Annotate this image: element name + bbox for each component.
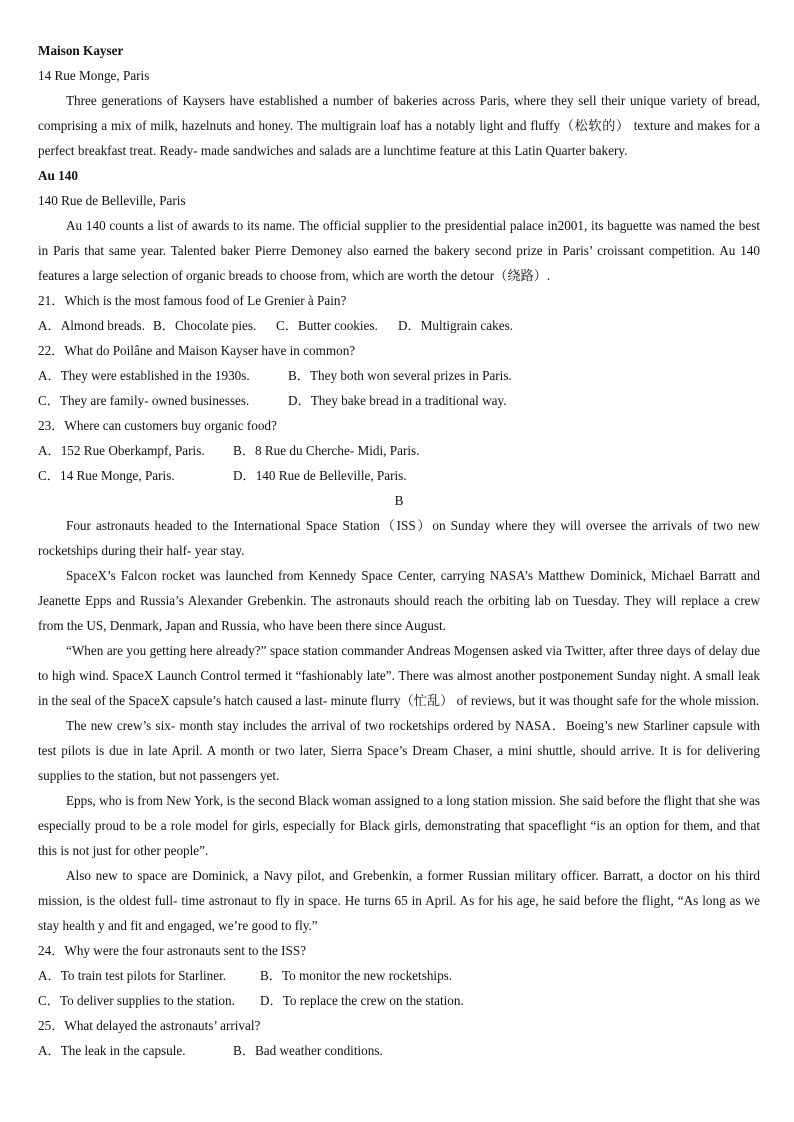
- section-b-heading: B: [394, 493, 404, 508]
- question-22-stem: 22．What do Poilâne and Maison Kayser have in common?: [38, 343, 356, 358]
- option-c: C．14 Rue Monge, Paris.: [38, 468, 175, 483]
- question-24-options-row2: [38, 988, 760, 1013]
- question-25-options-row1: [38, 1038, 760, 1063]
- question-22-options-row2: [38, 388, 760, 413]
- bakery-description-kayser: Three generations of Kaysers have established a number of bakeries across Paris, where they sell their unique variety of bread, comprising a mix of milk, hazelnuts and honey. The multigrain loaf has a notably light and fluffy（松软的） texture and makes for a perfect breakfast treat. Ready- made sandwiches and salads are a lunchtime feature at this Latin Quarter bakery.: [38, 93, 760, 158]
- exam-page: [38, 38, 760, 1063]
- passage-b-paragraph: SpaceX’s Falcon rocket was launched from Kennedy Space Center, carrying NASA’s Matthew Dominick, Michael Barratt and Jeanette Epps and Russia’s Alexander Grebenkin. The astronauts should reach the orbiting lab on Tuesday. They will replace a crew from the US, Denmark, Japan and Russia, who have been there since August.: [38, 568, 760, 633]
- option-a: A．152 Rue Oberkampf, Paris.: [38, 443, 205, 458]
- passage-b-paragraph: The new crew’s six- month stay includes the arrival of two rocketships ordered by NASA．Boeing’s new Starliner capsule with test pilots is due in late April. A month or two later, Sierra Space’s Dream Chaser, a mini shuttle, should arrive. It is for delivering supplies to the station, but not passengers yet.: [38, 718, 760, 783]
- option-a: A．They were established in the 1930s.: [38, 368, 250, 383]
- option-c: C．To deliver supplies to the station.: [38, 993, 235, 1008]
- question-23-stem: 23．Where can customers buy organic food?: [38, 418, 277, 433]
- passage-b-paragraph: Epps, who is from New York, is the second Black woman assigned to a long station mission. She said before the flight that she was especially proud to be a role model for girls, especially for Black girls, demonstrating that spaceflight “is an option for them, and that this is not just for other people”.: [38, 793, 760, 858]
- option-b: B．Chocolate pies.: [153, 318, 257, 333]
- question-25-stem: 25．What delayed the astronauts’ arrival?: [38, 1018, 261, 1033]
- option-b: B．To monitor the new rocketships.: [260, 968, 453, 983]
- bakery-name-kayser: Maison Kayser: [38, 43, 124, 58]
- question-22-options-row1: [38, 363, 760, 388]
- option-d: D．To replace the crew on the station.: [260, 993, 464, 1008]
- question-23-options-row1: [38, 438, 760, 463]
- option-a: A．To train test pilots for Starliner.: [38, 968, 227, 983]
- passage-b-paragraph: “When are you getting here already?” space station commander Andreas Mogensen asked via Twitter, after three days of delay due to high wind. SpaceX Launch Control termed it “fashionably late”. There was almost another postponement Sunday night. A small leak in the seal of the SpaceX capsule’s hatch caused a last- minute flurry（忙乱） of reviews, but it was thought safe for the whole mission.: [38, 643, 760, 708]
- option-c: C．Butter cookies.: [276, 318, 378, 333]
- option-d: D．Multigrain cakes.: [398, 318, 513, 333]
- question-21-stem: 21．Which is the most famous food of Le Grenier à Pain?: [38, 293, 347, 308]
- option-a: A．The leak in the capsule.: [38, 1043, 186, 1058]
- option-b: B．8 Rue du Cherche- Midi, Paris.: [233, 443, 420, 458]
- bakery-address-au140: 140 Rue de Belleville, Paris: [38, 193, 186, 208]
- option-d: D．140 Rue de Belleville, Paris.: [233, 468, 407, 483]
- bakery-address-kayser: 14 Rue Monge, Paris: [38, 68, 150, 83]
- option-a: A．Almond breads.: [38, 318, 145, 333]
- bakery-name-au140: Au 140: [38, 168, 78, 183]
- option-c: C．They are family- owned businesses.: [38, 393, 250, 408]
- option-b: B．Bad weather conditions.: [233, 1043, 383, 1058]
- passage-b-paragraph: Four astronauts headed to the International Space Station（ISS）on Sunday where they will oversee the arrivals of two new rocketships during their half- year stay.: [38, 518, 760, 558]
- question-23-options-row2: [38, 463, 760, 488]
- bakery-description-au140: Au 140 counts a list of awards to its name. The official supplier to the presidential palace in2001, its baguette was named the best in Paris that same year. Talented baker Pierre Demoney also earned the bakery second prize in Paris’ croissant competition. Au 140 features a large selection of organic breads to choose from, which are worth the detour（绕路）.: [38, 218, 760, 283]
- question-24-options-row1: [38, 963, 760, 988]
- question-21-options: [38, 313, 760, 338]
- option-b: B．They both won several prizes in Paris.: [288, 368, 512, 383]
- question-24-stem: 24．Why were the four astronauts sent to the ISS?: [38, 943, 307, 958]
- passage-b-paragraph: Also new to space are Dominick, a Navy pilot, and Grebenkin, a former Russian military officer. Barratt, a doctor on his third mission, is the oldest full- time astronaut to fly in space. He turns 65 in April. As for his age, he said before the flight, “As long as we stay health y and fit and engaged, we’re good to fly.”: [38, 868, 760, 933]
- option-d: D．They bake bread in a traditional way.: [288, 393, 507, 408]
